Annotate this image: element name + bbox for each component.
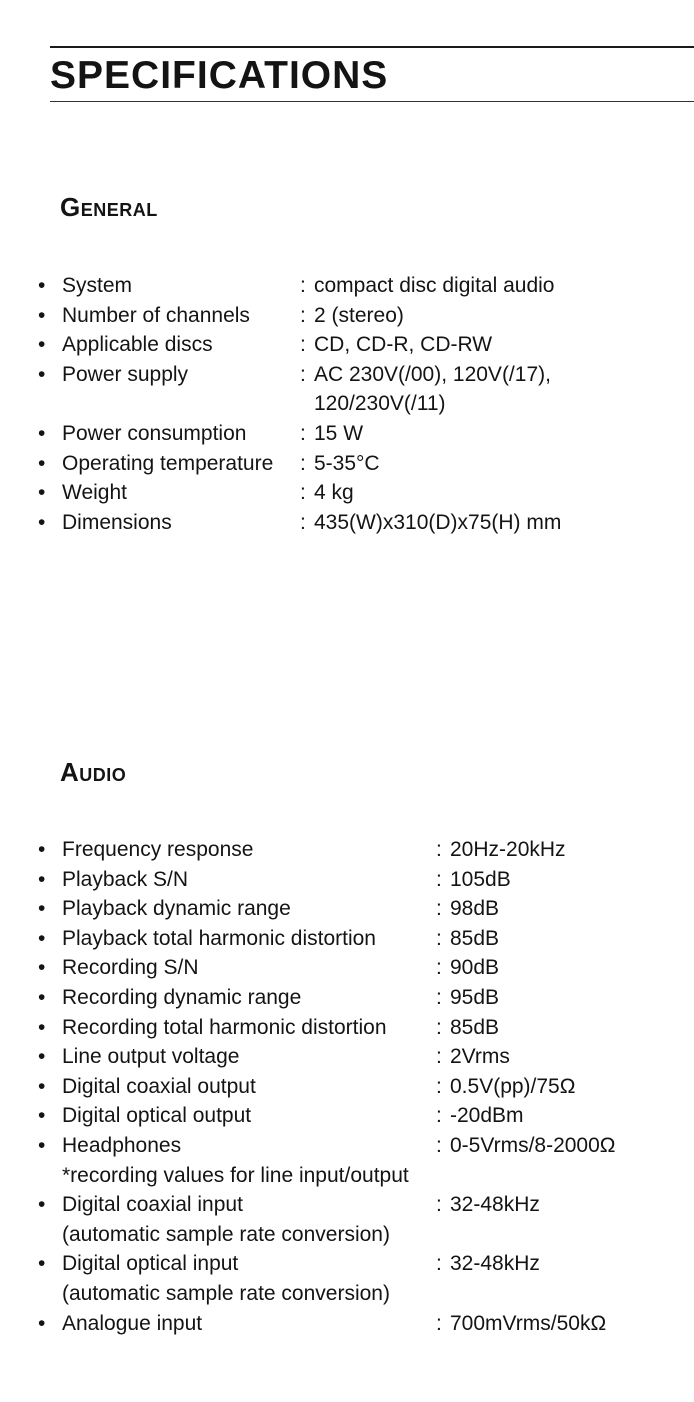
spec-label: Digital coaxial output — [62, 1074, 256, 1098]
spec-value-continued: 120/230V(/11) — [314, 392, 446, 416]
bullet-icon: • — [38, 333, 46, 357]
spec-label: Recording S/N — [62, 956, 199, 980]
spec-row-digital-optical-input — [38, 1249, 616, 1308]
spec-row-digital-coaxial-output — [38, 1072, 616, 1102]
spec-label: Applicable discs — [62, 333, 213, 357]
spec-value: : 5-35°C — [300, 451, 380, 475]
spec-value: : 4 kg — [300, 481, 354, 505]
spec-label: Digital coaxial input — [62, 1193, 243, 1217]
spec-label: Playback S/N — [62, 867, 189, 891]
spec-row-temperature — [38, 449, 561, 479]
bullet-icon: • — [38, 926, 46, 950]
footnote: *recording values for line input/output — [62, 1163, 409, 1187]
bullet-icon: • — [38, 1311, 46, 1335]
spec-value: : 32-48kHz — [436, 1252, 540, 1276]
spec-value: : 20Hz-20kHz — [436, 838, 566, 861]
spec-value: : AC 230V(/00), 120V(/17), — [300, 362, 551, 386]
bullet-icon: • — [38, 451, 46, 475]
spec-value: : 2Vrms — [436, 1045, 510, 1069]
bullet-icon: • — [38, 421, 46, 445]
bullet-icon: • — [38, 274, 46, 297]
spec-row-headphones — [38, 1131, 616, 1190]
bullet-icon: • — [38, 985, 46, 1009]
audio-spec-list — [38, 835, 616, 1338]
general-spec-list — [38, 271, 561, 537]
spec-label: Dimensions — [62, 510, 172, 534]
spec-label: Headphones — [62, 1133, 182, 1157]
spec-label: Playback dynamic range — [62, 897, 291, 921]
spec-row-playback-thd — [38, 924, 616, 954]
bullet-icon: • — [38, 481, 46, 505]
spec-row-power-supply — [38, 360, 561, 419]
spec-label: Operating temperature — [62, 451, 274, 475]
spec-row-digital-coaxial-input — [38, 1190, 616, 1249]
spec-label: Line output voltage — [62, 1045, 240, 1069]
spec-note: (automatic sample rate conversion) — [62, 1222, 390, 1246]
spec-label: Power consumption — [62, 421, 247, 445]
bullet-icon: • — [38, 1045, 46, 1069]
spec-label: Frequency response — [62, 838, 254, 861]
bullet-icon: • — [38, 838, 46, 861]
spec-value: : 435(W)x310(D)x75(H) mm — [300, 510, 562, 534]
spec-value: : 85dB — [436, 1015, 500, 1039]
page-title: SPECIFICATIONS — [50, 54, 389, 97]
spec-label: Digital optical output — [62, 1104, 252, 1128]
spec-row-channels — [38, 301, 561, 331]
bullet-icon: • — [38, 362, 46, 386]
spec-value: : compact disc digital audio — [300, 274, 555, 297]
title-underline — [50, 101, 694, 102]
spec-label: Weight — [62, 481, 127, 505]
spec-row-playback-dynamic-range — [38, 894, 616, 924]
spec-label: Playback total harmonic distortion — [62, 926, 376, 950]
spec-label: System — [62, 274, 133, 297]
spec-label: Digital optical input — [62, 1252, 239, 1276]
spec-row-dimensions — [38, 508, 561, 538]
spec-row-power-consumption — [38, 419, 561, 449]
spec-row-weight — [38, 478, 561, 508]
spec-row-recording-dynamic-range — [38, 983, 616, 1013]
spec-row-system — [38, 271, 561, 301]
bullet-icon: • — [38, 303, 46, 327]
spec-row-discs — [38, 330, 561, 360]
spec-label: Number of channels — [62, 303, 250, 327]
spec-row-frequency-response — [38, 835, 616, 865]
spec-value: : 95dB — [436, 985, 500, 1009]
spec-label: Recording dynamic range — [62, 985, 302, 1009]
bullet-icon: • — [38, 1015, 46, 1039]
bullet-icon: • — [38, 1133, 46, 1157]
spec-value: : 15 W — [300, 421, 364, 445]
bullet-icon: • — [38, 1104, 46, 1128]
spec-value: : 90dB — [436, 956, 500, 980]
spec-value: : 2 (stereo) — [300, 303, 404, 327]
spec-row-line-output-voltage — [38, 1042, 616, 1072]
spec-value: : 0-5Vrms/8-2000Ω — [436, 1133, 616, 1157]
spec-row-recording-thd — [38, 1013, 616, 1043]
spec-value: : 98dB — [436, 897, 500, 921]
spec-label: Power supply — [62, 362, 189, 386]
spec-label: Analogue input — [62, 1311, 203, 1335]
spec-value: : CD, CD-R, CD-RW — [300, 333, 493, 357]
spec-row-playback-sn — [38, 865, 616, 895]
spec-value: : 0.5V(pp)/75Ω — [436, 1074, 576, 1098]
bullet-icon: • — [38, 510, 46, 534]
bullet-icon: • — [38, 1193, 46, 1217]
bullet-icon: • — [38, 1074, 46, 1098]
spec-row-digital-optical-output — [38, 1101, 616, 1131]
spec-value: : 32-48kHz — [436, 1193, 540, 1217]
spec-value: : 700mVrms/50kΩ — [436, 1311, 607, 1335]
spec-note: (automatic sample rate conversion) — [62, 1281, 390, 1305]
bullet-icon: • — [38, 956, 46, 980]
bullet-icon: • — [38, 1252, 46, 1276]
top-rule — [50, 46, 694, 48]
bullet-icon: • — [38, 897, 46, 921]
audio-heading: Audio — [60, 757, 127, 787]
spec-row-recording-sn — [38, 953, 616, 983]
spec-label: Recording total harmonic distortion — [62, 1015, 387, 1039]
spec-value: : -20dBm — [436, 1104, 524, 1128]
bullet-icon: • — [38, 867, 46, 891]
spec-value: : 85dB — [436, 926, 500, 950]
spec-row-analogue-input — [38, 1309, 616, 1339]
spec-value: : 105dB — [436, 867, 511, 891]
general-heading: General — [60, 192, 158, 222]
